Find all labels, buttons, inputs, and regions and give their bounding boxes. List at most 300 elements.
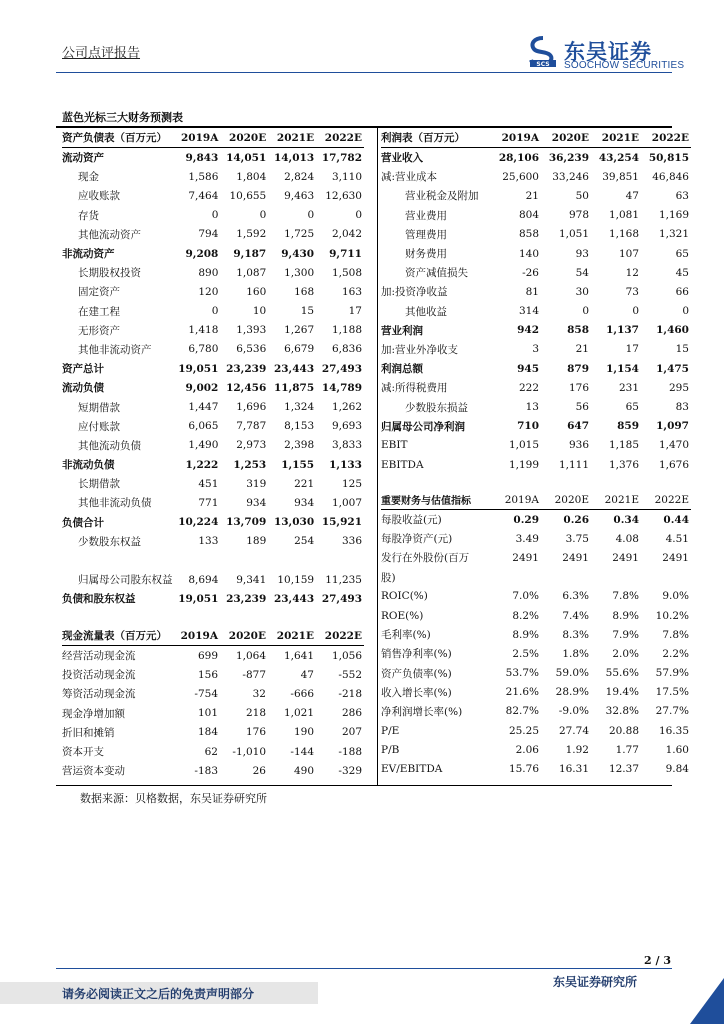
row-value: 2.06 <box>515 743 539 756</box>
income-statement-table <box>381 128 691 474</box>
disclaimer-note: 请务必阅读正文之后的免责声明部分 <box>62 987 255 1001</box>
row-value: 14,789 <box>321 381 362 394</box>
table-row <box>381 587 691 606</box>
row-value: 32 <box>252 687 266 700</box>
row-value: 160 <box>246 285 267 298</box>
row-value: 27,493 <box>321 592 362 605</box>
row-value: -329 <box>338 764 362 777</box>
row-value: 120 <box>198 285 219 298</box>
row-value: 15.76 <box>508 763 539 776</box>
row-label: 现金净增加额 <box>62 707 125 720</box>
row-value: 2.2% <box>662 647 689 660</box>
row-value: 3,110 <box>331 170 362 183</box>
row-label: 负债和股东权益 <box>62 593 136 606</box>
row-value: 221 <box>294 477 315 490</box>
row-value <box>489 568 541 587</box>
row-value: 23,443 <box>273 592 315 605</box>
row-value: 936 <box>568 439 589 452</box>
year-header: 2021E <box>591 490 641 510</box>
table-row <box>62 570 364 589</box>
row-value: 65 <box>625 401 639 414</box>
row-value: 2491 <box>562 551 589 564</box>
row-value: 9,711 <box>329 247 362 260</box>
row-value: 1,641 <box>283 649 314 662</box>
row-value: 1,015 <box>508 439 539 452</box>
row-value: 13 <box>525 401 539 414</box>
row-value: 93 <box>575 247 589 260</box>
row-value: 190 <box>293 726 314 739</box>
table-row <box>62 665 364 684</box>
row-value: 36,239 <box>548 151 589 164</box>
row-value: 0 <box>307 209 315 222</box>
row-value: 23,239 <box>226 362 267 375</box>
table-row <box>381 321 691 340</box>
row-value: 1,321 <box>658 228 689 241</box>
table-row <box>381 529 691 548</box>
table-row <box>62 302 364 321</box>
logo-en-text: SOOCHOW SECURITIES <box>564 60 685 71</box>
row-label: 其他流动资产 <box>78 228 141 241</box>
table-row <box>62 761 364 780</box>
row-value: -9.0% <box>558 705 589 718</box>
row-label: 资产减值损失 <box>405 267 468 280</box>
table-row <box>62 532 364 551</box>
row-label: 筹资活动现金流 <box>62 688 136 701</box>
row-label: 现金 <box>78 171 99 184</box>
row-value: 45 <box>675 266 689 279</box>
row-value: 1,267 <box>284 324 315 337</box>
row-label: 长期股权投资 <box>78 267 141 280</box>
row-value: 17,782 <box>321 151 362 164</box>
row-label: 投资活动现金流 <box>62 669 136 682</box>
table-row <box>381 167 691 186</box>
row-label: EV/EBITDA <box>381 763 443 776</box>
row-value: 2,824 <box>284 170 315 183</box>
row-value: 1,081 <box>608 209 639 222</box>
row-value: 4.51 <box>665 532 689 545</box>
row-value: 9,187 <box>233 247 267 260</box>
year-header: 2019A <box>489 490 541 510</box>
table-header-row <box>62 626 364 646</box>
row-value: 19.4% <box>605 686 639 699</box>
row-value: 9,341 <box>236 573 267 586</box>
row-value: 7,464 <box>188 189 219 202</box>
row-label: 加:投资净收益 <box>381 286 448 299</box>
row-label: 资产总计 <box>62 363 104 376</box>
row-value: 1,324 <box>284 401 315 414</box>
row-value: 1,154 <box>606 362 639 375</box>
row-value: 101 <box>197 707 218 720</box>
table-row <box>62 282 364 301</box>
table-row <box>381 721 691 740</box>
row-value: -218 <box>338 687 362 700</box>
table-row <box>62 167 364 186</box>
table-row <box>62 723 364 742</box>
row-value: 0 <box>632 305 639 318</box>
table-row <box>381 359 691 378</box>
row-value: 73 <box>625 285 639 298</box>
row-value: 1,064 <box>235 649 266 662</box>
table-row <box>381 186 691 205</box>
row-value: 3 <box>532 343 539 356</box>
row-value: 8.9% <box>512 628 539 641</box>
row-value: 0.34 <box>613 513 639 526</box>
row-value: 10,655 <box>229 189 267 202</box>
row-label: 存货 <box>78 209 99 222</box>
row-value: -552 <box>338 668 362 681</box>
row-label: EBIT <box>381 439 408 452</box>
row-value: 26 <box>252 764 266 777</box>
figure-title: 蓝色光标三大财务预测表 <box>62 111 183 124</box>
data-source-note: 数据来源：贝格数据，东吴证券研究所 <box>80 792 267 805</box>
table-row <box>381 548 691 567</box>
row-value: -1,010 <box>232 745 266 758</box>
row-value: 1,696 <box>236 401 267 414</box>
row-value: 10 <box>252 305 267 318</box>
row-value: 12.37 <box>608 763 639 776</box>
row-value: 21.6% <box>505 686 539 699</box>
table-row <box>381 510 691 530</box>
row-value: 8.9% <box>612 609 639 622</box>
header-rule <box>56 72 672 73</box>
row-value <box>641 568 691 587</box>
row-value: 1,262 <box>331 401 362 414</box>
row-value: 295 <box>668 381 689 394</box>
row-value: 1.60 <box>665 743 689 756</box>
table-row <box>62 474 364 493</box>
row-value: 890 <box>198 266 219 279</box>
footer-rule <box>56 968 672 969</box>
row-label: 其他收益 <box>405 305 447 318</box>
row-label: P/E <box>381 724 400 737</box>
row-value: 314 <box>518 305 539 318</box>
row-label: 每股净资产(元) <box>381 533 453 546</box>
row-value: 83 <box>675 401 689 414</box>
row-value: 2.5% <box>512 647 539 660</box>
row-value: 62 <box>204 745 218 758</box>
row-value: 10,224 <box>178 516 219 529</box>
row-value: 2,398 <box>284 439 315 452</box>
table-row <box>381 625 691 644</box>
row-value: 46,846 <box>652 170 689 183</box>
row-value: 6,780 <box>188 343 219 356</box>
row-value: 1.92 <box>565 743 589 756</box>
row-label: 发行在外股份(百万 <box>381 552 470 565</box>
row-value: 2491 <box>612 551 639 564</box>
row-value: 65 <box>675 247 689 260</box>
row-value: 47 <box>625 189 639 202</box>
row-value <box>316 551 364 570</box>
row-value: 12,456 <box>226 381 267 394</box>
row-value: 16.31 <box>558 763 589 776</box>
row-value: 7.8% <box>662 628 689 641</box>
row-value: 710 <box>517 420 539 433</box>
row-label: 营业税金及附加 <box>405 190 479 203</box>
row-value: 771 <box>198 496 219 509</box>
row-label: 应收账款 <box>78 190 120 203</box>
table-row <box>62 417 364 436</box>
row-value: 934 <box>294 496 315 509</box>
row-value: 6,836 <box>331 343 362 356</box>
year-header: 2022E <box>641 490 691 510</box>
row-value: 2,042 <box>331 228 362 241</box>
row-value: 1,475 <box>656 362 689 375</box>
row-value: 6,065 <box>188 420 219 433</box>
row-value: 3,833 <box>331 439 362 452</box>
table-row <box>381 244 691 263</box>
table-row <box>62 378 364 397</box>
table-row <box>62 225 364 244</box>
row-value: 19,051 <box>178 362 219 375</box>
row-value: 9.0% <box>662 590 689 603</box>
row-value: 140 <box>518 247 539 260</box>
row-value: 9,208 <box>185 247 219 260</box>
row-value: 176 <box>568 381 589 394</box>
row-label: 营运资本变动 <box>62 765 125 778</box>
year-header: 2021E <box>268 128 316 148</box>
row-value: 13,030 <box>273 516 315 529</box>
row-value: 25,600 <box>502 170 539 183</box>
row-label: 股) <box>381 571 396 584</box>
row-value: 57.9% <box>655 667 689 680</box>
row-value: -26 <box>522 266 539 279</box>
row-value: 1.8% <box>562 647 589 660</box>
row-value: 63 <box>675 189 689 202</box>
row-label: 销售净利率(%) <box>381 648 452 661</box>
page-number: 2 / 3 <box>644 954 671 967</box>
row-value: 1,185 <box>608 439 639 452</box>
row-value: 6.3% <box>562 590 589 603</box>
row-value: 1,137 <box>606 324 639 337</box>
table-row <box>381 664 691 683</box>
row-value: 47 <box>300 668 314 681</box>
row-value: 54 <box>575 266 589 279</box>
table-row <box>62 321 364 340</box>
row-value: 6,536 <box>236 343 267 356</box>
table-row <box>62 551 364 570</box>
table-title: 利润表（百万元） <box>381 128 489 148</box>
row-value: 6,679 <box>284 343 315 356</box>
row-value: 66 <box>675 285 689 298</box>
row-value: 0.44 <box>663 513 689 526</box>
table-title: 现金流量表（百万元） <box>62 626 172 646</box>
row-value: 12,630 <box>325 189 362 202</box>
row-value: 804 <box>518 209 539 222</box>
row-value: 9,843 <box>185 151 219 164</box>
row-value: 0 <box>682 305 689 318</box>
table-row <box>381 148 691 168</box>
row-value <box>541 568 591 587</box>
row-value: 50 <box>575 189 589 202</box>
row-value: 9,430 <box>281 247 315 260</box>
row-value: 30 <box>575 285 589 298</box>
table-row <box>381 302 691 321</box>
table-row <box>381 759 691 778</box>
row-value: 0 <box>259 209 267 222</box>
table-row <box>381 702 691 721</box>
row-label: 长期借款 <box>78 478 120 491</box>
table-title: 资产负债表（百万元） <box>62 128 173 148</box>
row-label: 流动资产 <box>62 152 104 165</box>
row-value: 10.2% <box>655 609 689 622</box>
table-row <box>381 282 691 301</box>
row-value: 1,199 <box>508 458 539 471</box>
table-row <box>62 684 364 703</box>
row-value: 336 <box>341 535 362 548</box>
year-header: 2019A <box>489 128 541 148</box>
row-value: 859 <box>617 420 639 433</box>
row-label: ROE(%) <box>381 609 424 622</box>
row-label: 利润总额 <box>381 363 423 376</box>
row-label: 营业收入 <box>381 152 423 165</box>
row-label: 营业费用 <box>405 209 447 222</box>
row-value: 3.75 <box>565 532 589 545</box>
row-value: 222 <box>518 381 539 394</box>
row-value: 39,851 <box>602 170 639 183</box>
row-value: 14,013 <box>273 151 315 164</box>
row-value <box>268 551 316 570</box>
row-value: 858 <box>567 324 589 337</box>
row-value: 2,973 <box>236 439 267 452</box>
svg-text:SCS: SCS <box>536 61 550 68</box>
row-value: 81 <box>525 285 539 298</box>
balance-sheet-table <box>62 128 364 609</box>
row-value: 1,508 <box>331 266 362 279</box>
row-value: 50,815 <box>648 151 689 164</box>
row-label: 减:所得税费用 <box>381 382 448 395</box>
table-row <box>62 244 364 263</box>
row-value: -188 <box>338 745 362 758</box>
row-value: 319 <box>246 477 267 490</box>
row-value: 934 <box>246 496 267 509</box>
row-value: 1,097 <box>656 420 689 433</box>
row-value: 125 <box>341 477 362 490</box>
table-row <box>62 704 364 723</box>
row-value: 11,235 <box>325 573 362 586</box>
row-value: 490 <box>293 764 314 777</box>
table-header-row <box>381 490 691 510</box>
table-row <box>62 340 364 359</box>
row-label: 少数股东损益 <box>405 401 468 414</box>
row-label: 归属母公司净利润 <box>381 420 465 433</box>
row-value: 27.74 <box>558 724 589 737</box>
row-value: 9.84 <box>665 763 689 776</box>
row-value: 1,676 <box>658 458 689 471</box>
row-value: -183 <box>194 764 218 777</box>
row-value <box>220 551 268 570</box>
row-value <box>173 551 221 570</box>
row-label: 应付账款 <box>78 420 120 433</box>
row-value: 55.6% <box>605 667 639 680</box>
table-divider <box>377 128 378 786</box>
table-title: 重要财务与估值指标 <box>381 490 489 510</box>
row-value: 0.29 <box>513 513 539 526</box>
row-label: 经营活动现金流 <box>62 650 136 663</box>
table-row <box>62 646 364 666</box>
row-value: 7.4% <box>562 609 589 622</box>
table-row <box>62 589 364 608</box>
row-value: 1,592 <box>236 228 267 241</box>
row-value <box>591 568 641 587</box>
year-header: 2020E <box>541 490 591 510</box>
row-value: -144 <box>290 745 314 758</box>
table-row <box>381 378 691 397</box>
row-value: 1,188 <box>331 324 362 337</box>
table-bottom-rule <box>56 785 672 786</box>
row-value: 7,787 <box>236 420 267 433</box>
row-value: 28.9% <box>555 686 589 699</box>
row-value: 978 <box>568 209 589 222</box>
row-label: 短期借款 <box>78 401 120 414</box>
row-value: -754 <box>194 687 218 700</box>
row-value: 1,155 <box>281 458 315 471</box>
row-value: 53.7% <box>505 667 539 680</box>
row-value: 82.7% <box>505 705 539 718</box>
cashflow-table <box>62 626 364 780</box>
row-value: 7.9% <box>612 628 639 641</box>
row-value: 15 <box>300 305 315 318</box>
row-label: 加:营业外净收支 <box>381 343 459 356</box>
row-value: 1,056 <box>331 649 362 662</box>
row-value: 794 <box>198 228 219 241</box>
row-value: 9,463 <box>284 189 315 202</box>
row-label: 非流动负债 <box>62 459 115 472</box>
company-logo <box>528 36 685 71</box>
row-value: 11,875 <box>273 381 315 394</box>
table-row <box>62 742 364 761</box>
row-value: 2491 <box>662 551 689 564</box>
row-value: 168 <box>294 285 315 298</box>
row-value: 25.25 <box>508 724 539 737</box>
table-row <box>381 340 691 359</box>
row-value: 1,051 <box>558 228 589 241</box>
row-value: 15 <box>675 343 689 356</box>
year-header: 2020E <box>220 128 268 148</box>
row-value: 1,133 <box>329 458 362 471</box>
year-header: 2022E <box>641 128 691 148</box>
row-value: 43,254 <box>598 151 639 164</box>
row-label: 非流动资产 <box>62 248 115 261</box>
row-value: 0 <box>211 305 219 318</box>
table-row <box>62 513 364 532</box>
row-value: 1,168 <box>608 228 639 241</box>
table-row <box>62 359 364 378</box>
row-label: 其他非流动资产 <box>78 343 152 356</box>
row-value: 12 <box>625 266 639 279</box>
row-label: 其他非流动负债 <box>78 497 152 510</box>
row-label: 每股收益(元) <box>381 514 442 527</box>
table-row <box>381 225 691 244</box>
row-value: 8.2% <box>512 609 539 622</box>
row-value: 17 <box>625 343 639 356</box>
row-value: 163 <box>341 285 362 298</box>
row-label: 无形资产 <box>78 324 120 337</box>
row-label: 减:营业成本 <box>381 171 438 184</box>
row-value: 17.5% <box>655 686 689 699</box>
year-header: 2022E <box>316 626 364 646</box>
table-row <box>381 397 691 416</box>
row-value: 184 <box>197 726 218 739</box>
row-value: 1.77 <box>615 743 639 756</box>
row-value: 17 <box>348 305 362 318</box>
row-value: 33,246 <box>552 170 589 183</box>
row-label: 管理费用 <box>405 228 447 241</box>
row-label: 归属母公司股东权益 <box>78 574 173 587</box>
year-header: 2020E <box>220 626 268 646</box>
row-value: 59.0% <box>555 667 589 680</box>
row-value: 23,239 <box>226 592 267 605</box>
row-value: 8,694 <box>188 573 219 586</box>
